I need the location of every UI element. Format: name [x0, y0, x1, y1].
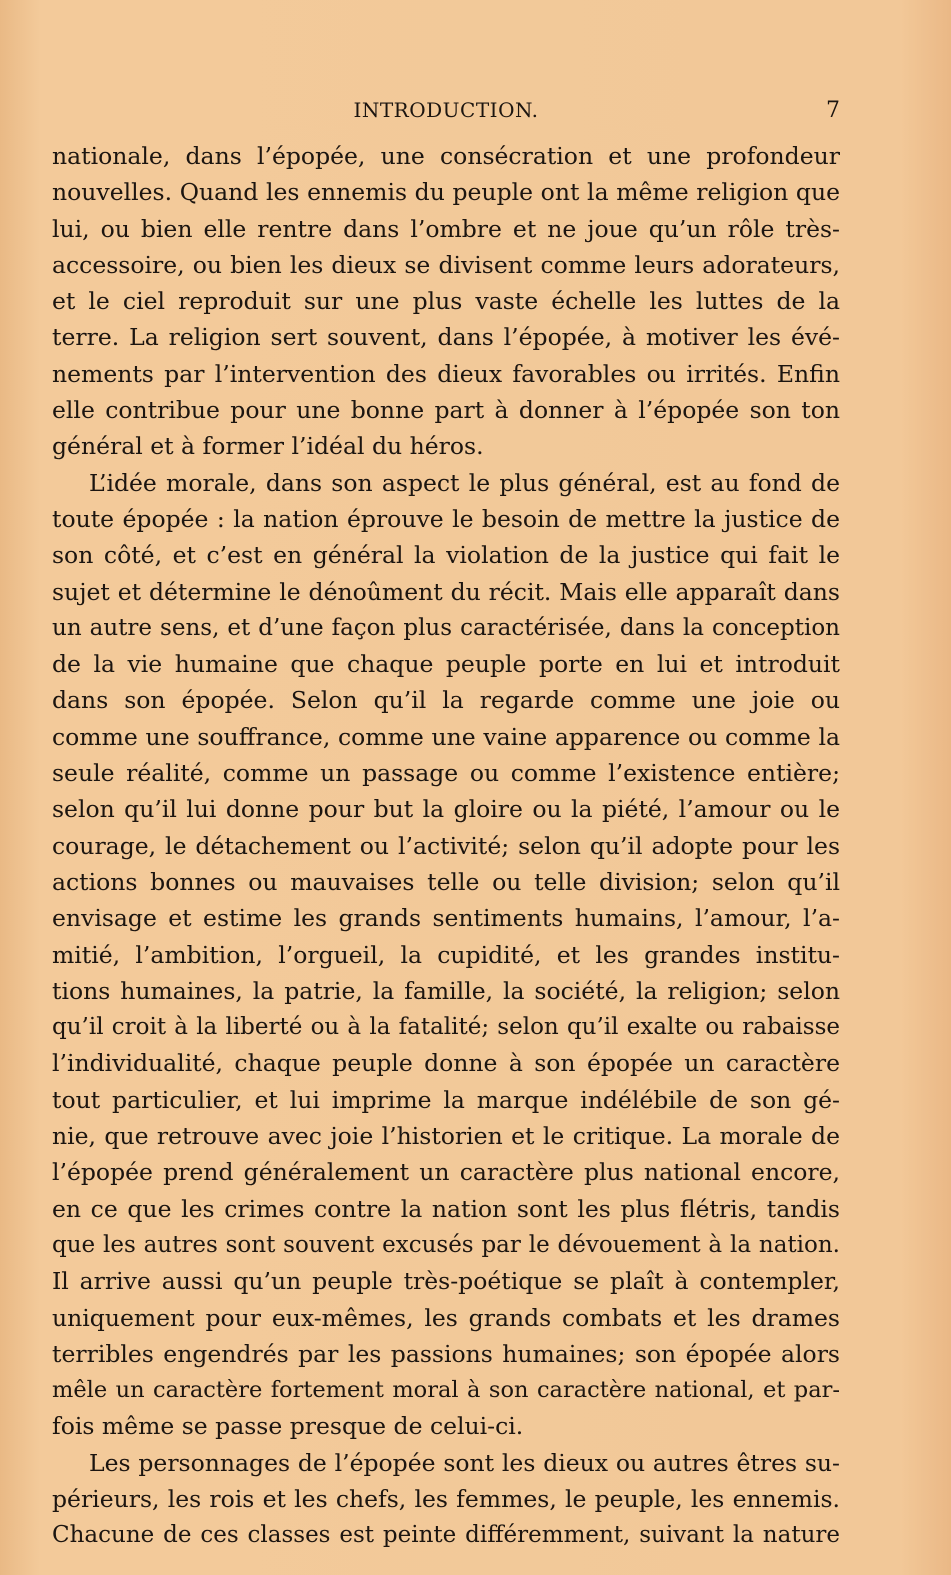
text-line: un autre sens, et d’une façon plus caractérisée, dans la conception: [52, 614, 840, 641]
text-line: l’épopée prend généralement un caractère plus national encore,: [52, 1158, 840, 1187]
text-line: lui, ou bien elle rentre dans l’ombre et ne joue qu’un rôle très-: [52, 214, 840, 243]
text-line: nie, que retrouve avec joie l’historien et le critique. La morale de: [52, 1122, 840, 1151]
text-line: mitié, l’ambition, l’orgueil, la cupidité, et les grandes institu-: [52, 940, 840, 969]
text-line: uniquement pour eux-mêmes, les grands combats et les drames: [52, 1303, 840, 1332]
text-line: nements par l’intervention des dieux favorables ou irrités. Enfin: [52, 359, 840, 388]
text-line: l’individualité, chaque peuple donne à son épopée un caractère: [52, 1049, 840, 1078]
text-line: toute épopée : la nation éprouve le besoin de mettre la justice de: [52, 504, 840, 533]
text-line: L’idée morale, dans son aspect le plus général, est au fond de: [89, 468, 840, 497]
text-line: en ce que les crimes contre la nation sont les plus flétris, tandis: [52, 1194, 840, 1223]
page-header: [52, 98, 840, 128]
text-line: Il arrive aussi qu’un peuple très-poétique se plaît à contempler,: [52, 1267, 840, 1296]
text-line: que les autres sont souvent excusés par le dévouement à la nation.: [52, 1231, 840, 1258]
text-line: envisage et estime les grands sentiments humains, l’amour, l’a-: [52, 904, 840, 933]
page-number: 7: [826, 98, 840, 123]
text-line: tout particulier, et lui imprime la marque indélébile de son gé-: [52, 1085, 840, 1114]
text-line: Chacune de ces classes est peinte différemment, suivant la nature: [52, 1522, 840, 1549]
text-line: courage, le détachement ou l’activité; selon qu’il adopte pour les: [52, 831, 840, 860]
text-line: seule réalité, comme un passage ou comme l’existence entière;: [52, 759, 840, 788]
text-line: périeurs, les rois et les chefs, les femmes, le peuple, les ennemis.: [52, 1484, 840, 1513]
text-line: accessoire, ou bien les dieux se divisent comme leurs adorateurs,: [52, 250, 840, 279]
text-line: général et à former l’idéal du héros.: [52, 432, 484, 461]
body-text: [52, 138, 840, 1554]
text-line: dans son épopée. Selon qu’il la regarde comme une joie ou: [52, 686, 840, 715]
text-line: Les personnages de l’épopée sont les dieux ou autres êtres su-: [89, 1448, 840, 1477]
text-line: actions bonnes ou mauvaises telle ou telle division; selon qu’il: [52, 867, 840, 896]
text-line: nationale, dans l’épopée, une consécration et une profondeur: [52, 142, 840, 170]
text-line: sujet et détermine le dénoûment du récit. Mais elle apparaît dans: [52, 577, 840, 606]
text-line: de la vie humaine que chaque peuple porte en lui et introduit: [52, 650, 840, 679]
text-line: son côté, et c’est en général la violation de la justice qui fait le: [52, 541, 840, 570]
text-line: qu’il croit à la liberté ou à la fatalité; selon qu’il exalte ou rabaisse: [52, 1014, 840, 1041]
text-line: nouvelles. Quand les ennemis du peuple ont la même religion que: [52, 178, 840, 207]
text-line: terre. La religion sert souvent, dans l’épopée, à motiver les évé-: [52, 323, 840, 352]
text-line: et le ciel reproduit sur une plus vaste échelle les luttes de la: [52, 287, 840, 316]
text-line: elle contribue pour une bonne part à donner à l’épopée son ton: [52, 396, 840, 425]
text-line: terribles engendrés par les passions humaines; son épopée alors: [52, 1339, 840, 1368]
text-line: mêle un caractère fortement moral à son caractère national, et par-: [52, 1377, 840, 1404]
text-line: selon qu’il lui donne pour but la gloire ou la piété, l’amour ou le: [52, 795, 840, 824]
text-line: tions humaines, la patrie, la famille, la société, la religion; selon: [52, 976, 840, 1005]
text-line: fois même se passe presque de celui-ci.: [52, 1412, 524, 1441]
text-line: comme une souffrance, comme une vaine apparence ou comme la: [52, 722, 840, 751]
running-title: INTRODUCTION.: [353, 98, 539, 122]
